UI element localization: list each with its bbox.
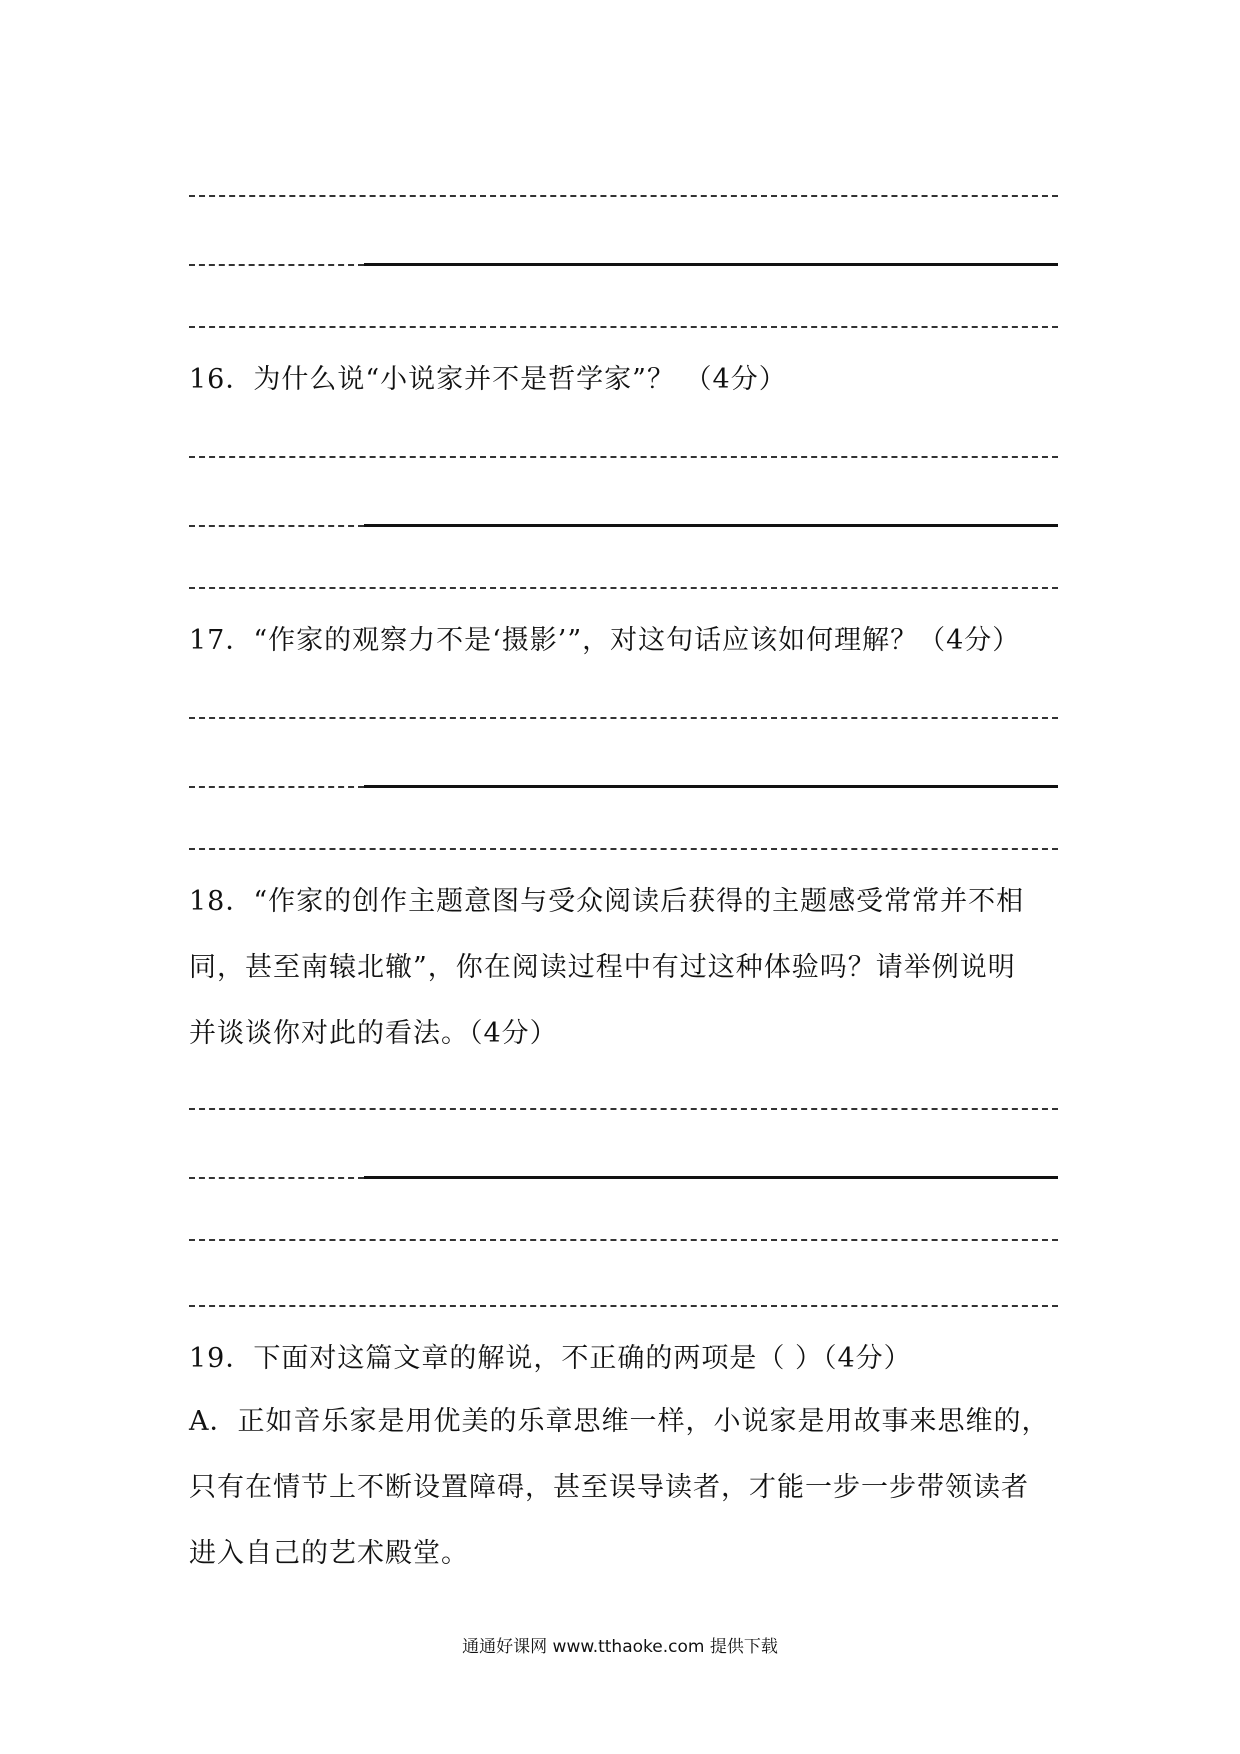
question-18-line-1: 18．“作家的创作主题意图与受众阅读后获得的主题感受常常并不相 [189, 886, 1025, 917]
answer-line-solid-segment [364, 263, 1058, 266]
answer-line-solid-segment [364, 785, 1058, 788]
question-18-line-3: 并谈谈你对此的看法。（4分） [189, 1018, 558, 1049]
question-19-option-a-line-2: 只有在情节上不断设置障碍，甚至误导读者，才能一步一步带领读者 [189, 1472, 1029, 1503]
answer-line-dashed-segment [189, 264, 364, 266]
answer-line[interactable] [189, 786, 1058, 788]
answer-line[interactable] [189, 326, 1058, 328]
question-19-option-a-line-3: 进入自己的艺术殿堂。 [189, 1538, 469, 1569]
answer-line[interactable] [189, 587, 1058, 589]
question-19: 19．下面对这篇文章的解说，不正确的两项是（ ）（4分） [189, 1343, 912, 1374]
answer-line[interactable] [189, 1239, 1058, 1241]
question-18-line-2: 同，甚至南辕北辙”，你在阅读过程中有过这种体验吗？请举例说明 [189, 952, 1016, 983]
answer-line[interactable] [189, 264, 1058, 266]
answer-line[interactable] [189, 1305, 1058, 1307]
answer-line[interactable] [189, 1177, 1058, 1179]
answer-line[interactable] [189, 848, 1058, 850]
page-footer: 通通好课网 www.tthaoke.com 提供下载 [462, 1637, 778, 1657]
question-17: 17．“作家的观察力不是‘摄影’”，对这句话应该如何理解？（4分） [189, 625, 1021, 656]
answer-line-dashed-segment [189, 525, 364, 527]
answer-line-solid-segment [364, 1176, 1058, 1179]
question-16: 16．为什么说“小说家并不是哲学家”？ （4分） [189, 364, 787, 395]
answer-line-dashed-segment [189, 786, 364, 788]
answer-line[interactable] [189, 456, 1058, 458]
question-19-option-a-line-1: A．正如音乐家是用优美的乐章思维一样，小说家是用故事来思维的， [189, 1406, 1050, 1437]
answer-line-solid-segment [364, 524, 1058, 527]
answer-line[interactable] [189, 1108, 1058, 1110]
answer-line[interactable] [189, 195, 1058, 197]
answer-line[interactable] [189, 717, 1058, 719]
answer-line[interactable] [189, 525, 1058, 527]
answer-line-dashed-segment [189, 1177, 364, 1179]
